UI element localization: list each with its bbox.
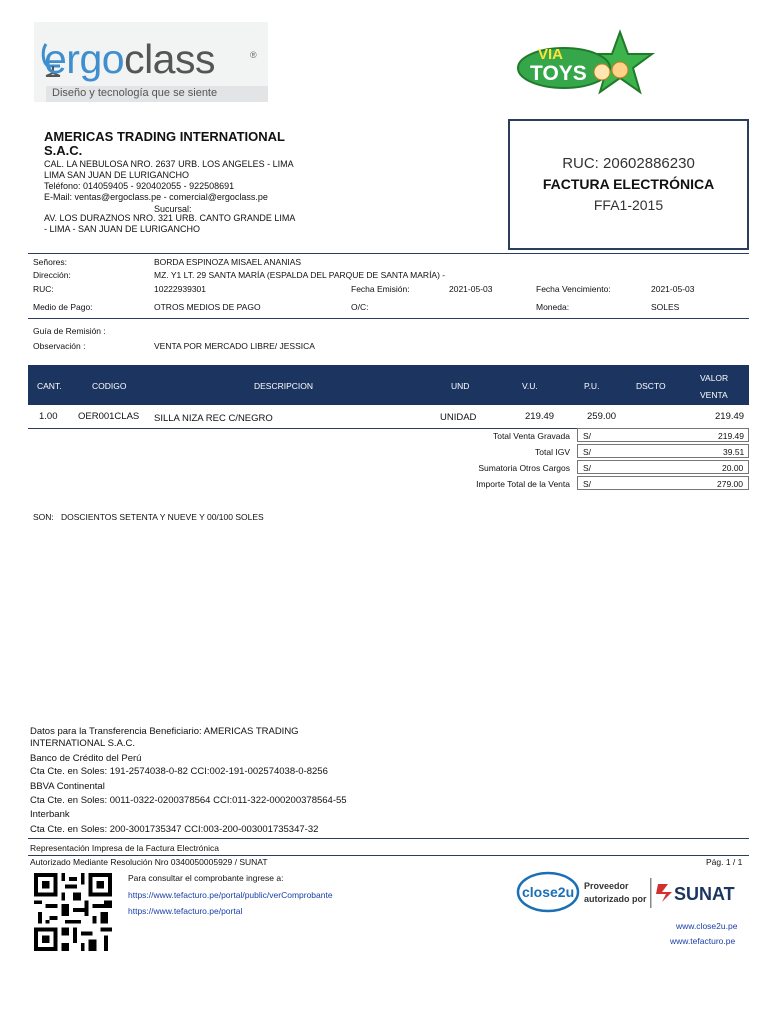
- moneda-value: SOLES: [651, 302, 680, 312]
- total-value: 219.49: [718, 431, 744, 441]
- col-vu: V.U.: [522, 381, 538, 391]
- row-valor: 219.49: [715, 411, 745, 422]
- amount-words-value: DOSCIENTOS SETENTA Y NUEVE Y 00/100 SOLES: [61, 512, 264, 522]
- site-tefacturo[interactable]: www.tefacturo.pe: [670, 936, 736, 946]
- consult-text: Para consultar el comprobante ingrese a:: [128, 873, 284, 883]
- viatoys-logo: [516, 28, 658, 104]
- close2u-sunat-logo: [516, 870, 750, 916]
- divider: [28, 318, 749, 319]
- bank-title-1: Datos para la Transferencia Beneficiario: AMERICAS TRADING: [30, 726, 299, 737]
- total-currency: S/: [583, 463, 592, 473]
- total-label: Total IGV: [535, 447, 570, 457]
- bank-3-account: Cta Cte. en Soles: 200-3001735347 CCI:003-200-003001735347-32: [30, 824, 319, 835]
- ruc-label: RUC:: [33, 284, 54, 294]
- divider: [28, 855, 749, 856]
- divider: [28, 253, 749, 254]
- branch-label: Sucursal:: [154, 204, 192, 214]
- bank-1-name: Banco de Crédito del Perú: [30, 753, 142, 764]
- company-name-line1: AMERICAS TRADING INTERNATIONAL: [44, 129, 285, 144]
- company-name-line2: S.A.C.: [44, 143, 83, 158]
- col-und: UND: [451, 381, 470, 391]
- close2u-text: close2u: [522, 884, 575, 900]
- row-vu: 219.49: [525, 411, 555, 422]
- divider: [28, 838, 749, 839]
- total-currency: S/: [583, 447, 592, 457]
- bank-2-account: Cta Cte. en Soles: 0011-0322-0200378564 CCI:011-322-000200378564-55: [30, 795, 347, 806]
- medio-pago-label: Medio de Pago:: [33, 302, 93, 312]
- bank-1-account: Cta Cte. en Soles: 191-2574038-0-82 CCI:002-191-002574038-0-8256: [30, 766, 328, 777]
- col-pu: P.U.: [584, 381, 600, 391]
- company-email: E-Mail: ventas@ergoclass.pe - comercial@ergoclass.pe: [44, 192, 268, 202]
- total-value: 39.51: [723, 447, 745, 457]
- authorization-text: Autorizado Mediante Resolución Nro 0340050005929 / SUNAT: [30, 857, 268, 867]
- issuer-ruc: RUC: 20602886230: [562, 155, 695, 172]
- company-address-1: CAL. LA NEBULOSA NRO. 2637 URB. LOS ANGELES - LIMA: [44, 159, 294, 169]
- ergo-tagline: Diseño y tecnología que se siente: [52, 87, 218, 99]
- ruc-value: 10222939301: [154, 284, 207, 294]
- senores-label: Señores:: [33, 257, 68, 267]
- row-pu: 259.00: [587, 411, 617, 422]
- total-label: Importe Total de la Venta: [476, 479, 570, 489]
- ergo-brand-b: class: [124, 36, 215, 82]
- company-address-2: LIMA SAN JUAN DE LURIGANCHO: [44, 170, 190, 180]
- link-portal[interactable]: https://www.tefacturo.pe/portal: [128, 906, 243, 916]
- viatoys-text-b: TOYS: [530, 62, 587, 85]
- col-valor-2: VENTA: [700, 390, 728, 400]
- total-value: 20.00: [722, 463, 744, 473]
- bank-2-name: BBVA Continental: [30, 781, 105, 792]
- direccion-label: Dirección:: [33, 270, 71, 280]
- invoice-id-box: [508, 119, 749, 250]
- registered-mark: ®: [250, 50, 257, 60]
- representation-text: Representación Impresa de la Factura Electrónica: [30, 843, 219, 853]
- col-valor-1: VALOR: [700, 373, 729, 383]
- branch-address-1: AV. LOS DURAZNOS NRO. 321 URB. CANTO GRANDE LIMA: [44, 213, 296, 223]
- site-close2u[interactable]: www.close2u.pe: [676, 921, 738, 931]
- provider-line1: Proveedor: [584, 881, 629, 891]
- senores-value: BORDA ESPINOZA MISAEL ANANIAS: [154, 257, 302, 267]
- guia-label: Guía de Remisión :: [33, 326, 106, 336]
- invoice-number: FFA1-2015: [593, 197, 664, 213]
- col-cant: CANT.: [37, 381, 62, 391]
- fecha-venc-value: 2021-05-03: [651, 284, 695, 294]
- row-codigo: OER001CLAS: [78, 411, 140, 422]
- branch-address-2: - LIMA - SAN JUAN DE LURIGANCHO: [44, 224, 201, 234]
- total-label: Sumatoria Otros Cargos: [478, 463, 570, 473]
- moneda-label: Moneda:: [536, 302, 570, 312]
- col-codigo: CODIGO: [92, 381, 127, 391]
- total-currency: S/: [583, 431, 592, 441]
- sunat-text: SUNAT: [674, 884, 735, 904]
- provider-line2: autorizado por: [584, 894, 647, 904]
- document-type: FACTURA ELECTRÓNICA: [542, 176, 715, 192]
- fecha-emision-value: 2021-05-03: [449, 284, 493, 294]
- col-dscto: DSCTO: [636, 381, 666, 391]
- company-phone: Teléfono: 014059405 - 920402055 - 922508691: [44, 181, 235, 191]
- amount-words-label: SON:: [33, 512, 54, 522]
- oc-label: O/C:: [351, 302, 369, 312]
- observacion-value: VENTA POR MERCADO LIBRE/ JESSICA: [154, 341, 315, 351]
- viatoys-text-a: VIA: [538, 46, 564, 63]
- bank-title-2: INTERNATIONAL S.A.C.: [30, 738, 136, 749]
- link-ver-comprobante[interactable]: https://www.tefacturo.pe/portal/public/verComprobante: [128, 890, 333, 900]
- items-table-header: [28, 365, 749, 405]
- direccion-value: MZ. Y1 LT. 29 SANTA MARÍA (ESPALDA DEL PARQUE DE SANTA MARÍA) -: [154, 270, 446, 280]
- ergo-tagline-bar: [46, 86, 268, 102]
- page-number: Pág. 1 / 1: [706, 857, 743, 867]
- fecha-venc-label: Fecha Vencimiento:: [536, 284, 611, 294]
- company-name: [44, 130, 294, 158]
- fecha-emision-label: Fecha Emisión:: [351, 284, 410, 294]
- total-label: Total Venta Gravada: [492, 431, 570, 441]
- total-value: 279.00: [717, 479, 743, 489]
- row-descripcion: SILLA NIZA REC C/NEGRO: [154, 413, 273, 424]
- observacion-label: Observación :: [33, 341, 86, 351]
- row-cant: 1.00: [39, 411, 58, 422]
- ergoclass-wordmark: [44, 36, 215, 83]
- ergo-brand-a: ergo: [44, 36, 125, 82]
- bank-3-name: Interbank: [30, 809, 70, 820]
- medio-pago-value: OTROS MEDIOS DE PAGO: [154, 302, 261, 312]
- qr-code-icon: [33, 873, 113, 951]
- col-descripcion: DESCRIPCION: [254, 381, 314, 391]
- row-und: UNIDAD: [440, 412, 477, 423]
- ergoclass-logo: [34, 22, 268, 102]
- total-currency: S/: [583, 479, 592, 489]
